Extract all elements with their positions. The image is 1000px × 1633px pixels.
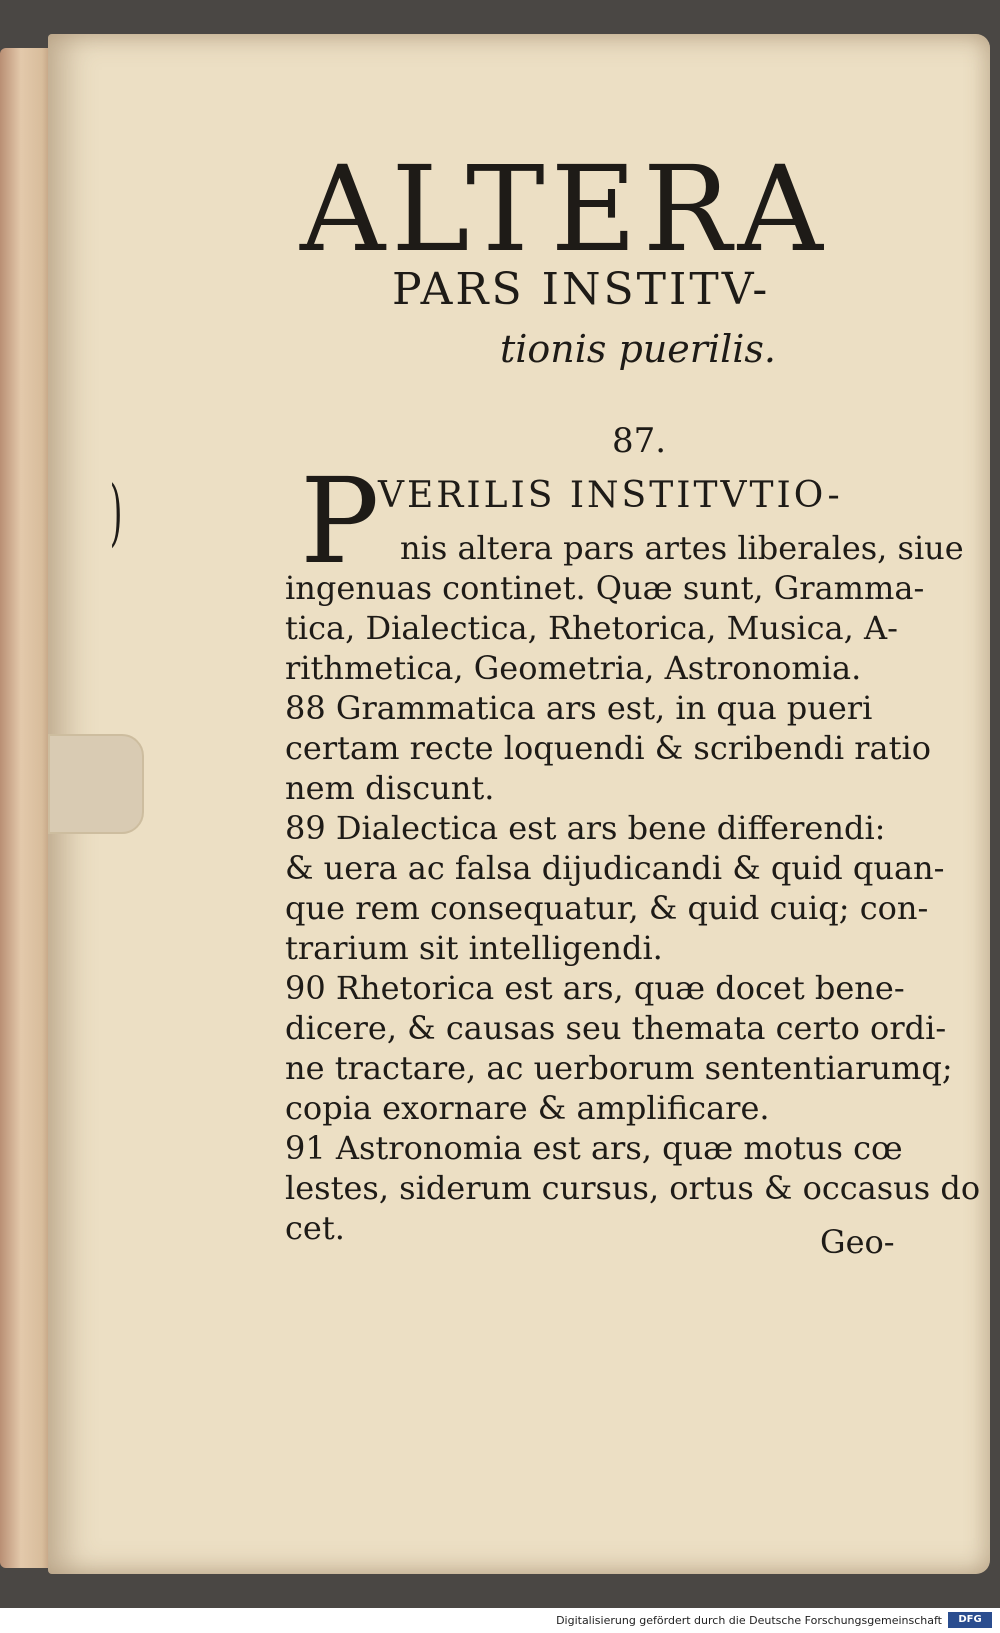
title-tionis-puerilis: tionis puerilis. (500, 327, 777, 371)
text-line: & uera ac falsa dijudicandi & quid quan- (285, 849, 945, 887)
text-line: ingenuas continet. Quæ sunt, Gramma- (285, 569, 925, 607)
catchword: Geo- (820, 1223, 895, 1261)
footer-bar (0, 1608, 1000, 1633)
text-line: tica, Dialectica, Rhetorica, Musica, A- (285, 609, 898, 647)
text-line: certam recte loquendi & scribendi ratio (285, 729, 931, 767)
footer-credit: Digitalisierung gefördert durch die Deutsche Forschungsgemeinschaft (556, 1614, 942, 1627)
title-pars-institu: PARS INSTITV- (392, 264, 771, 315)
text-line: que rem consequatur, & quid cuiq; con- (285, 889, 929, 927)
text-line: copia exornare & amplificare. (285, 1089, 770, 1127)
text-line: nem discunt. (285, 769, 495, 807)
text-line: 90 Rhetorica est ars, quæ docet bene- (285, 969, 905, 1007)
margin-bracket-mark: ) (109, 470, 123, 554)
title-altera: ALTERA (300, 140, 829, 278)
text-line: cet. (285, 1209, 345, 1247)
text-line: ne tractare, ac uerborum sententiarumq; (285, 1049, 953, 1087)
text-line: nis altera pars artes liberales, siue (400, 529, 964, 567)
dfg-logo: DFG (948, 1612, 992, 1628)
text-line: VERILIS INSTITVTIO- (378, 475, 843, 516)
section-number: 87. (612, 421, 667, 461)
text-line: 91 Astronomia est ars, quæ motus cœ (285, 1129, 903, 1167)
text-line: 89 Dialectica est ars bene differendi: (285, 809, 886, 847)
page-clip (48, 734, 144, 834)
text-line: 88 Grammatica ars est, in qua pueri (285, 689, 873, 727)
text-line: trarium sit intelligendi. (285, 929, 663, 967)
text-line: rithmetica, Geometria, Astronomia. (285, 649, 862, 687)
drop-cap: P (300, 452, 380, 590)
text-line: dicere, & causas seu themata certo ordi- (285, 1009, 947, 1047)
text-line: lestes, siderum cursus, ortus & occasus do (285, 1169, 981, 1207)
